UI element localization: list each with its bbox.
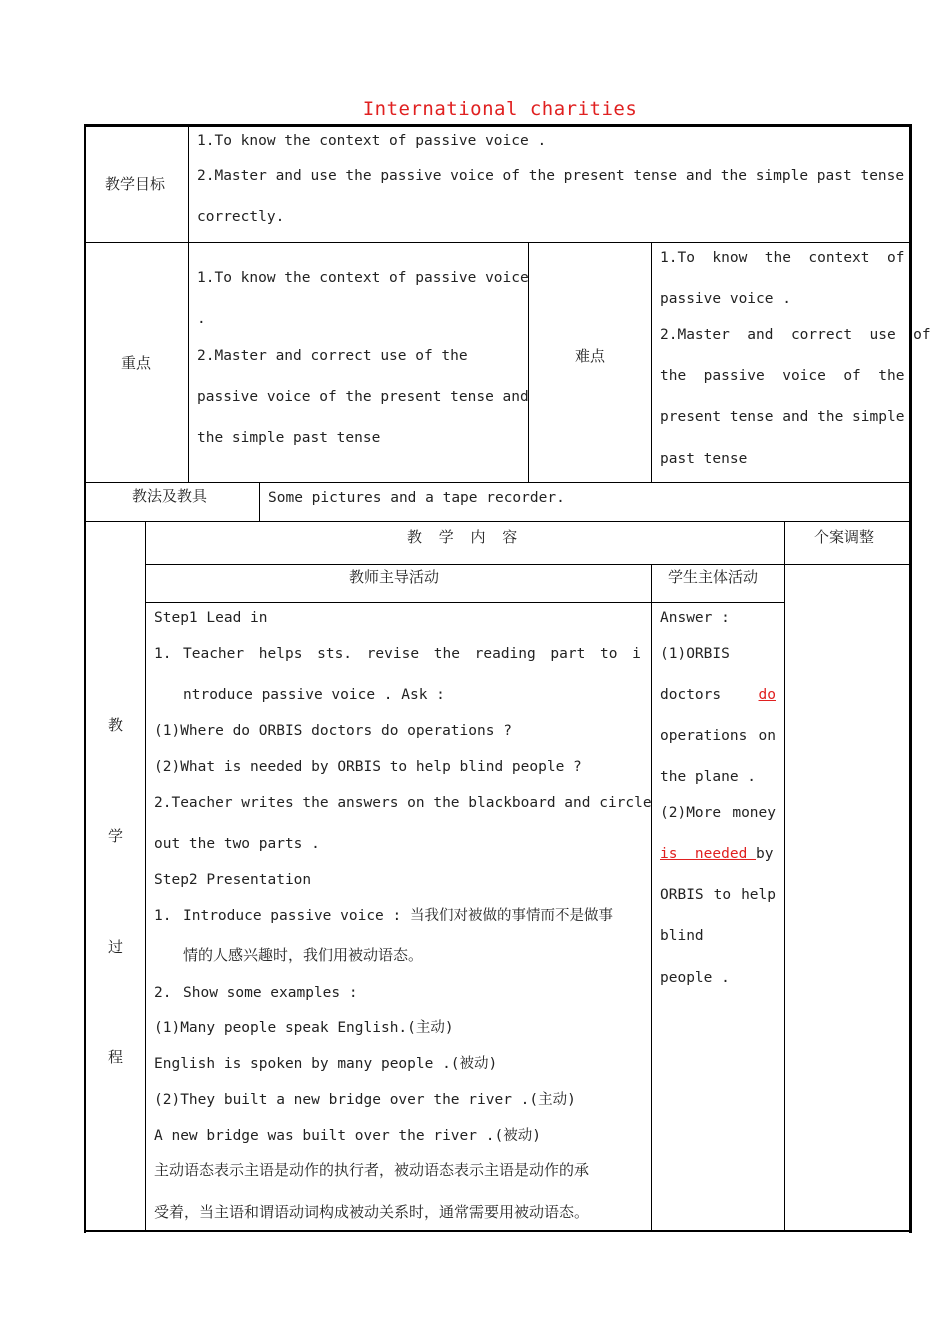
item1-continued: ntroduce passive voice . Ask : (183, 687, 445, 703)
example-1-active: (1)Many people speak English.(主动) (154, 1020, 454, 1036)
answer-2-line (660, 806, 776, 821)
question-1: (1)Where do ORBIS doctors do operations ? (154, 723, 512, 739)
word: money (732, 805, 776, 821)
objectives-line1: 1.To know the context of passive voice . (197, 133, 547, 149)
word: the (433, 646, 460, 662)
content-header: 教 学 内 容 (407, 528, 518, 546)
difficulties-line: 2.Master and correct use of (660, 327, 931, 343)
student-header: 学生主体活动 (668, 568, 759, 586)
key-points-line: 2.Master and correct use of the (197, 348, 468, 364)
word: to (600, 646, 618, 662)
methods-value: Some pictures and a tape recorder. (268, 490, 565, 506)
row-divider (84, 242, 912, 243)
highlighted-answer: is needed (660, 846, 757, 862)
col-divider (651, 242, 652, 483)
p1-continued: 情的人感兴趣时，我们用被动语态。 (183, 946, 424, 964)
col-divider (145, 521, 146, 1232)
word: by (756, 846, 774, 862)
difficulties-line: the passive voice of the (660, 368, 905, 384)
table-border-top (84, 124, 912, 127)
row-divider (145, 564, 912, 565)
table-border-left (84, 124, 86, 1233)
word: sts. (317, 646, 353, 662)
col-divider (651, 564, 652, 1232)
answer-2-line: people . (660, 970, 730, 986)
word: i (632, 646, 641, 662)
item2-continued: out the two parts . (154, 836, 320, 852)
row-divider (84, 521, 912, 522)
key-points-label: 重点 (121, 354, 152, 372)
step2-heading: Step2 Presentation (154, 872, 312, 888)
row-divider (145, 602, 784, 603)
p2-text: Show some examples : (183, 985, 358, 1001)
word: help (741, 887, 776, 903)
process-label-char: 程 (108, 1048, 124, 1066)
item1-number: 1. (154, 646, 172, 662)
word: reading (474, 646, 536, 662)
key-points-line: . (197, 311, 206, 327)
p1-number: 1. (154, 908, 172, 924)
table-border-bottom (84, 1230, 912, 1232)
col-divider (784, 521, 785, 1232)
answer-1-line: (1)ORBIS (660, 646, 730, 662)
word: operations (660, 728, 748, 744)
word: helps (258, 646, 303, 662)
word: ORBIS (660, 887, 704, 903)
key-points-line: 1.To know the context of passive voice (197, 270, 529, 286)
answer-2-line (660, 847, 774, 862)
col-divider (259, 482, 260, 522)
question-2: (2)What is needed by ORBIS to help blind people ? (154, 759, 582, 775)
key-points-line: the simple past tense (197, 430, 381, 446)
answer-label: Answer : (660, 610, 730, 626)
word: (2)More (660, 805, 722, 821)
difficulties-line: past tense (660, 451, 748, 467)
methods-label: 教法及教具 (132, 487, 208, 505)
answer-2-line: blind (660, 928, 704, 944)
p2-number: 2. (154, 985, 172, 1001)
page-title: International charities (362, 98, 638, 120)
process-label-char: 学 (108, 827, 124, 845)
word: to (713, 887, 732, 903)
difficulties-line: 1.To know the context of (660, 250, 905, 266)
col-divider (188, 124, 189, 483)
word: Teacher (183, 646, 245, 662)
objectives-label: 教学目标 (105, 175, 166, 193)
answer-1-line (660, 729, 776, 744)
word: part (550, 646, 586, 662)
difficulties-line: present tense and the simple (660, 409, 905, 425)
table-border-right (909, 124, 912, 1233)
example-2-active: (2)They built a new bridge over the river .(主动) (154, 1092, 576, 1108)
process-label-char: 过 (108, 938, 124, 956)
item2-text: 2.Teacher writes the answers on the blackboard and circle (154, 795, 652, 811)
answer-1-line: the plane . (660, 769, 757, 785)
objectives-line3: correctly. (197, 209, 285, 225)
teacher-header: 教师主导活动 (349, 568, 440, 586)
example-2-passive: A new bridge was built over the river .(被动) (154, 1128, 541, 1144)
word: revise (366, 646, 420, 662)
highlighted-answer: do (758, 687, 776, 703)
p1-text: Introduce passive voice : 当我们对被做的事情而不是做事 (183, 908, 613, 924)
adjust-header: 个案调整 (814, 528, 875, 546)
note-line-1: 主动语态表示主语是动作的执行者，被动语态表示主语是动作的承 (154, 1161, 590, 1179)
row-divider (84, 482, 912, 483)
difficulties-label: 难点 (575, 347, 606, 365)
word: doctors (660, 687, 722, 703)
answer-2-line (660, 888, 776, 903)
note-line-2: 受着，当主语和谓语动词构成被动关系时，通常需要用被动语态。 (154, 1203, 590, 1221)
item1-text (183, 647, 641, 662)
answer-1-line (660, 688, 776, 703)
objectives-line2: 2.Master and use the passive voice of the present tense and the simple past tense (197, 168, 905, 184)
step1-heading: Step1 Lead in (154, 610, 268, 626)
example-1-passive: English is spoken by many people .(被动) (154, 1056, 498, 1072)
process-label-char: 教 (108, 716, 124, 734)
key-points-line: passive voice of the present tense and (197, 389, 529, 405)
word: on (758, 728, 776, 744)
difficulties-line: passive voice . (660, 291, 791, 307)
